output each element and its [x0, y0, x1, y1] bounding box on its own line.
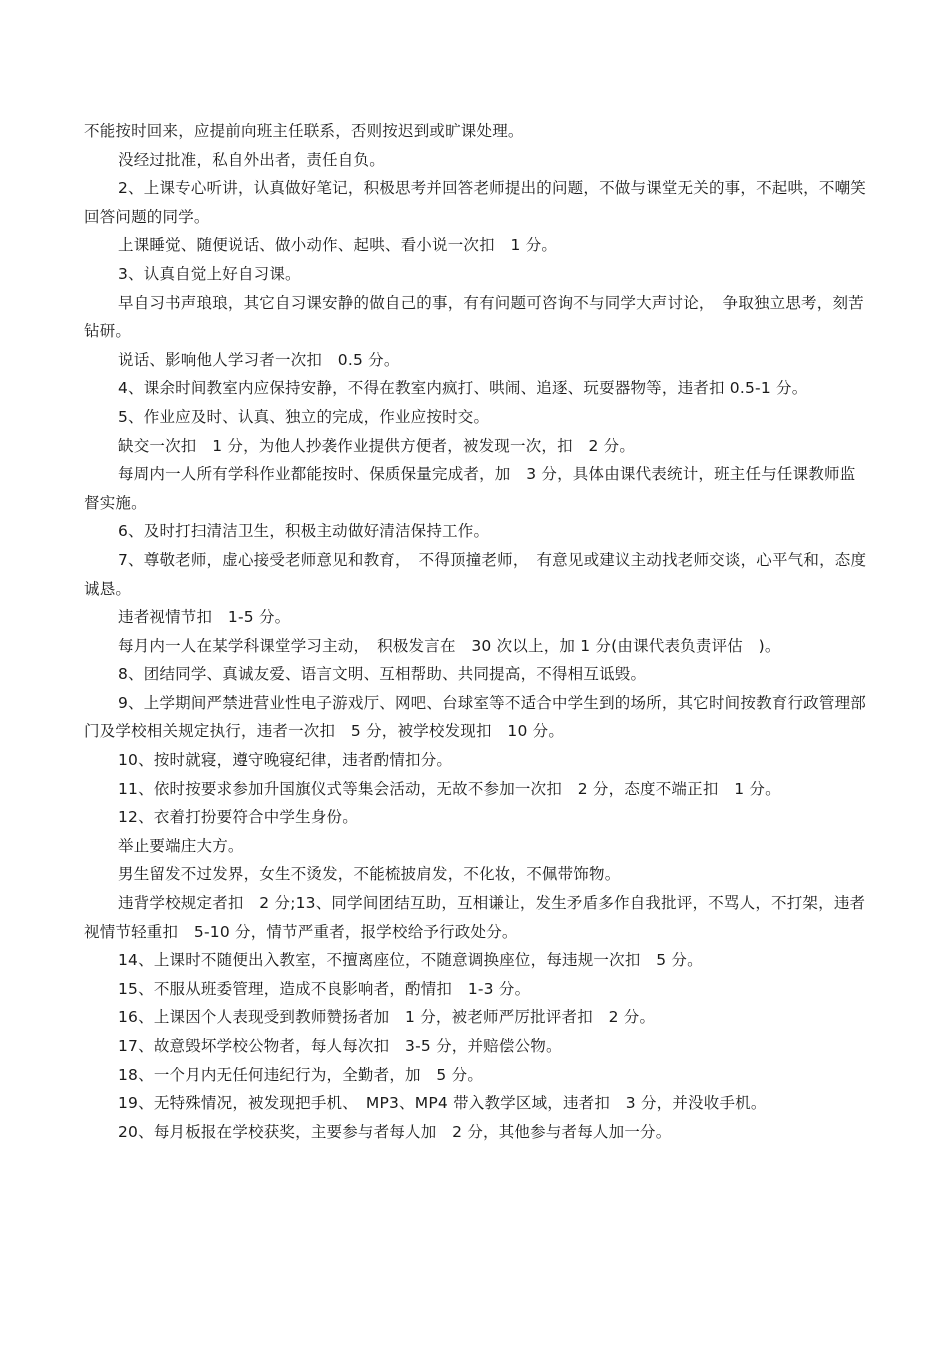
- paragraph: 14、上课时不随便出入教室，不擅离座位，不随意调换座位，每违规一次扣 5 分。: [118, 951, 703, 970]
- paragraph: 8、团结同学、真诚友爱、语言文明、互相帮助、共同提高，不得相互诋毁。: [118, 665, 647, 684]
- paragraph: 5、作业应及时、认真、独立的完成，作业应按时交。: [118, 407, 490, 426]
- paragraph: 3、认真自觉上好自习课。: [118, 264, 301, 283]
- paragraph: 7、尊敬老师，虚心接受老师意见和教育， 不得顶撞老师， 有意见或建议主动找老师交谈，心平气和，态度诚恳。: [84, 550, 867, 598]
- paragraph: 说话、影响他人学习者一次扣 0.5 分。: [118, 350, 400, 369]
- paragraph: 16、上课因个人表现受到教师赞扬者加 1 分，被老师严厉批评者扣 2 分。: [118, 1008, 656, 1027]
- document-body: [84, 117, 870, 1146]
- paragraph: 上课睡觉、随便说话、做小动作、起哄、看小说一次扣 1 分。: [118, 236, 558, 255]
- paragraph: 11、依时按要求参加升国旗仪式等集会活动，无故不参加一次扣 2 分，态度不端正扣 1 分。: [118, 779, 781, 798]
- paragraph: 每月内一人在某学科课堂学习主动， 积极发言在 30 次以上，加 1 分(由课代表负责评估 )。: [118, 636, 781, 655]
- paragraph: 2、上课专心听讲，认真做好笔记，积极思考并回答老师提出的问题，不做与课堂无关的事，不起哄，不嘲笑回答问题的同学。: [84, 179, 866, 226]
- paragraph: 10、按时就寝，遵守晚寝纪律，违者酌情扣分。: [118, 751, 453, 770]
- paragraph: 18、一个月内无任何违纪行为，全勤者，加 5 分。: [118, 1065, 484, 1084]
- paragraph: 每周内一人所有学科作业都能按时、保质保量完成者，加 3 分，具体由课代表统计，班主任与任课教师监督实施。: [84, 465, 856, 512]
- paragraph: 举止要端庄大方。: [118, 836, 244, 855]
- paragraph: 20、每月板报在学校获奖，主要参与者每人加 2 分，其他参与者每人加一分。: [118, 1122, 672, 1141]
- paragraph: 不能按时回来，应提前向班主任联系，否则按迟到或旷课处理。: [84, 122, 524, 140]
- paragraph: 19、无特殊情况，被发现把手机、 MP3、MP4 带入教学区域，违者扣 3 分，并没收手机。: [118, 1094, 767, 1113]
- paragraph: 早自习书声琅琅，其它自习课安静的做自己的事，有有问题可咨询不与同学大声讨论， 争取独立思考，刻苦钻研。: [84, 293, 864, 341]
- paragraph: 男生留发不过发界，女生不烫发，不能梳披肩发，不化妆，不佩带饰物。: [118, 865, 621, 884]
- paragraph: 6、及时打扫清洁卫生，积极主动做好清洁保持工作。: [118, 522, 490, 541]
- paragraph: 缺交一次扣 1 分，为他人抄袭作业提供方便者，被发现一次，扣 2 分。: [118, 436, 636, 455]
- paragraph: 17、故意毁坏学校公物者，每人每次扣 3-5 分，并赔偿公物。: [118, 1037, 562, 1055]
- paragraph: 9、上学期间严禁进营业性电子游戏厅、网吧、台球室等不适合中学生到的场所，其它时间按教育行政管理部门及学校相关规定执行，违者一次扣 5 分，被学校发现扣 10 分。: [84, 693, 866, 741]
- paragraph: 4、课余时间教室内应保持安静，不得在教室内疯打、哄闹、追逐、玩耍器物等，违者扣 0.5-1 分。: [118, 379, 808, 398]
- paragraph: 违者视情节扣 1-5 分。: [118, 608, 291, 627]
- paragraph: 没经过批准，私自外出者，责任自负。: [118, 150, 385, 169]
- paragraph: 12、衣着打扮要符合中学生身份。: [118, 808, 358, 827]
- paragraph: 15、不服从班委管理，造成不良影响者，酌情扣 1-3 分。: [118, 979, 531, 998]
- paragraph: 违背学校规定者扣 2 分;13、同学间团结互助，互相谦让，发生矛盾多作自我批评，不骂人，不打架，违者视情节轻重扣 5-10 分，情节严重者，报学校给予行政处分。: [84, 894, 866, 941]
